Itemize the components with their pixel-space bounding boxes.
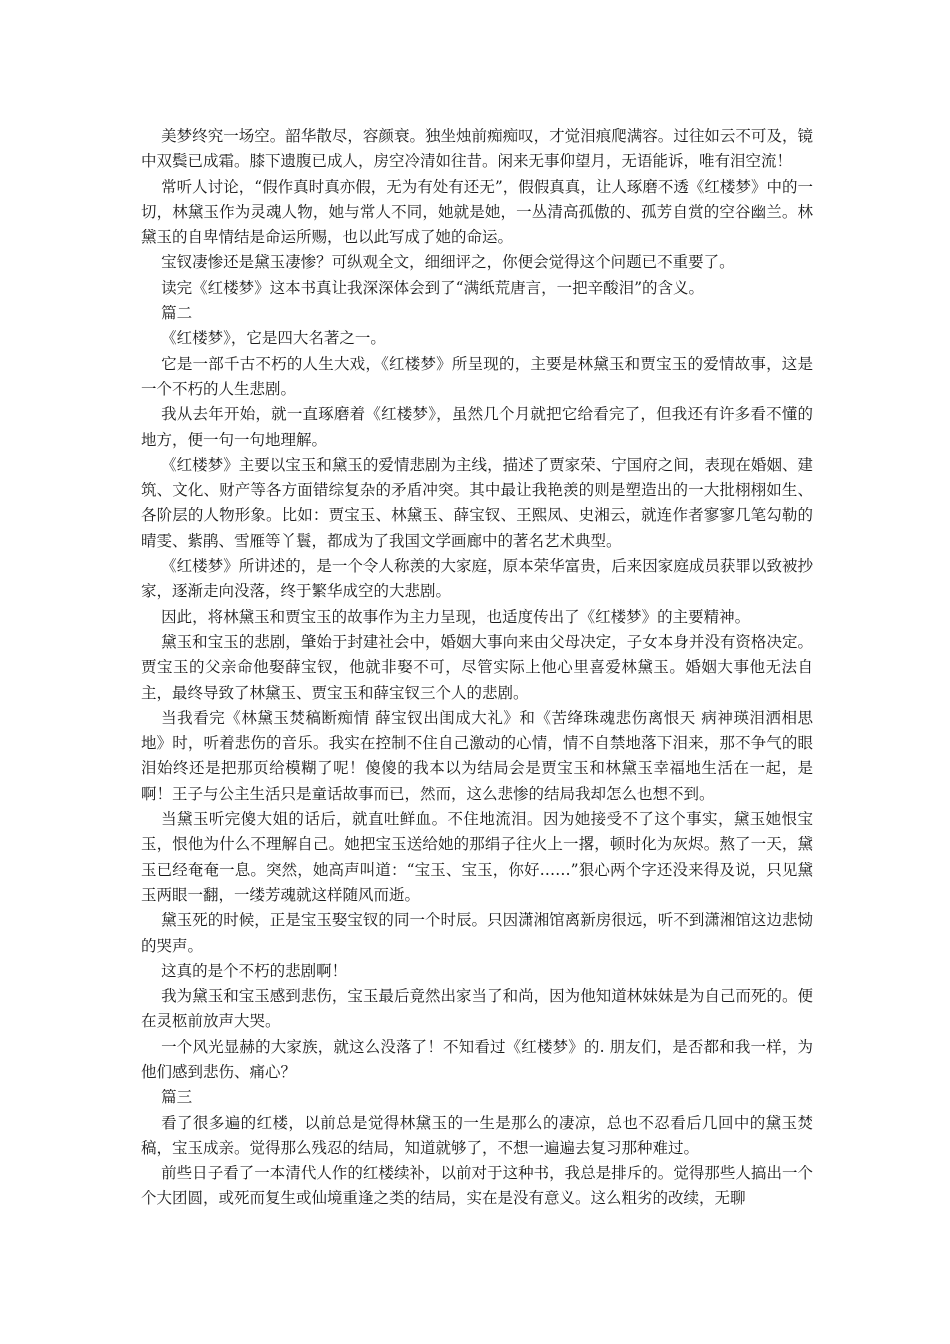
paragraph: 因此，将林黛玉和贾宝玉的故事作为主力呈现，也适度传出了《红楼梦》的主要精神。 bbox=[161, 607, 751, 626]
paragraph: 这真的是个不朽的悲剧啊！ bbox=[161, 961, 348, 980]
paragraph: 当我看完《林黛玉焚稿断痴情 薛宝钗出闺成大礼》和《苦绛珠魂悲伤离恨天 病神瑛泪洒相思地》时，听着悲伤的音乐。我实在控制不住自己激动的心情，情不自禁地落下泪来，那不争气的眼泪始终还是把那页给模糊了呢！傻傻的我本以为结局会是贾宝玉和林黛玉幸福地生活在一起，是啊！王子与公主生活只是童话故事而已，然而，这么悲惨的结局我却怎么也想不到。 bbox=[141, 708, 813, 803]
section-heading: 篇三 bbox=[161, 1088, 193, 1107]
paragraph: 宝钗凄惨还是黛玉凄惨？可纵观全文，细细评之，你便会觉得这个问题已不重要了。 bbox=[161, 253, 735, 272]
document-body bbox=[141, 124, 813, 1212]
paragraph: 看了很多遍的红楼，以前总是觉得林黛玉的一生是那么的凄凉，总也不忍看后几回中的黛玉焚稿，宝玉成亲。觉得那么残忍的结局，知道就够了，不想一遍遍去复习那种难过。 bbox=[141, 1113, 813, 1157]
paragraph: 当黛玉听完傻大姐的话后，就直吐鲜血。不住地流泪。因为她接受不了这个事实，黛玉她恨宝玉，恨他为什么不理解自己。她把宝玉送给她的那绢子往火上一撂，顿时化为灰烬。熬了一天，黛玉已经奄奄一息。突然，她高声叫道：“宝玉、宝玉，你好……”狠心两个字还没来得及说，只见黛玉两眼一翻，一缕芳魂就这样随风而逝。 bbox=[141, 810, 813, 904]
paragraph: 黛玉和宝玉的悲剧，肇始于封建社会中，婚姻大事向来由父母决定，子女本身并没有资格决定。贾宝玉的父亲命他娶薛宝钗，他就非娶不可，尽管实际上他心里喜爱林黛玉。婚姻大事他无法自主，最终导致了林黛玉、贾宝玉和薛宝钗三个人的悲剧。 bbox=[141, 632, 813, 702]
paragraph: 常听人讨论，“假作真时真亦假，无为有处有还无”，假假真真，让人琢磨不透《红楼梦》中的一切，林黛玉作为灵魂人物，她与常人不同，她就是她，一丛清高孤傲的、孤芳自赏的空谷幽兰。林黛玉的自卑情结是命运所赐，也以此写成了她的命运。 bbox=[141, 177, 813, 247]
section-heading: 篇二 bbox=[161, 304, 193, 323]
paragraph: 读完《红楼梦》这本书真让我深深体会到了“满纸荒唐言，一把辛酸泪”的含义。 bbox=[161, 278, 704, 297]
paragraph: 前些日子看了一本清代人作的红楼续补，以前对于这种书，我总是排斥的。觉得那些人搞出一个个大团圆，或死而复生或仙境重逢之类的结局，实在是没有意义。这么粗劣的改续，无聊 bbox=[141, 1164, 813, 1208]
paragraph: 《红楼梦》主要以宝玉和黛玉的爱情悲剧为主线，描述了贾家荣、宁国府之间，表现在婚姻、建筑、文化、财产等各方面错综复杂的矛盾冲突。其中最让我艳羡的则是塑造出的一大批栩栩如生、各阶层的人物形象。比如：贾宝玉、林黛玉、薛宝钗、王熙凤、史湘云，就连作者寥寥几笔勾勒的晴雯、紫鹃、雪雁等丫鬟，都成为了我国文学画廊中的著名艺术典型。 bbox=[141, 455, 813, 550]
paragraph: 《红楼梦》，它是四大名著之一。 bbox=[161, 329, 386, 348]
paragraph: 一个风光显赫的大家族，就这么没落了！不知看过《红楼梦》的. 朋友们，是否都和我一样，为他们感到悲伤、痛心？ bbox=[141, 1037, 813, 1081]
paragraph: 它是一部千古不朽的人生大戏，《红楼梦》所呈现的，主要是林黛玉和贾宝玉的爱情故事，这是一个不朽的人生悲剧。 bbox=[141, 354, 813, 398]
paragraph: 我从去年开始，就一直琢磨着《红楼梦》，虽然几个月就把它给看完了，但我还有许多看不懂的地方，便一句一句地理解。 bbox=[141, 405, 813, 449]
paragraph: 《红楼梦》所讲述的，是一个令人称羡的大家庭，原本荣华富贵，后来因家庭成员获罪以致被抄家，逐渐走向没落，终于繁华成空的大悲剧。 bbox=[141, 557, 813, 601]
paragraph: 我为黛玉和宝玉感到悲伤，宝玉最后竟然出家当了和尚，因为他知道林妹妹是为自己而死的。便在灵柩前放声大哭。 bbox=[141, 987, 813, 1031]
paragraph: 黛玉死的时候，正是宝玉娶宝钗的同一个时辰。只因潇湘馆离新房很远，听不到潇湘馆这边悲恸的哭声。 bbox=[141, 911, 813, 955]
paragraph: 美梦终究一场空。韶华散尽，容颜衰。独坐烛前痴痴叹，才觉泪痕爬满容。过往如云不可及，镜中双鬓已成霜。膝下遗腹已成人，房空冷清如往昔。闲来无事仰望月，无语能诉，唯有泪空流！ bbox=[141, 127, 813, 171]
